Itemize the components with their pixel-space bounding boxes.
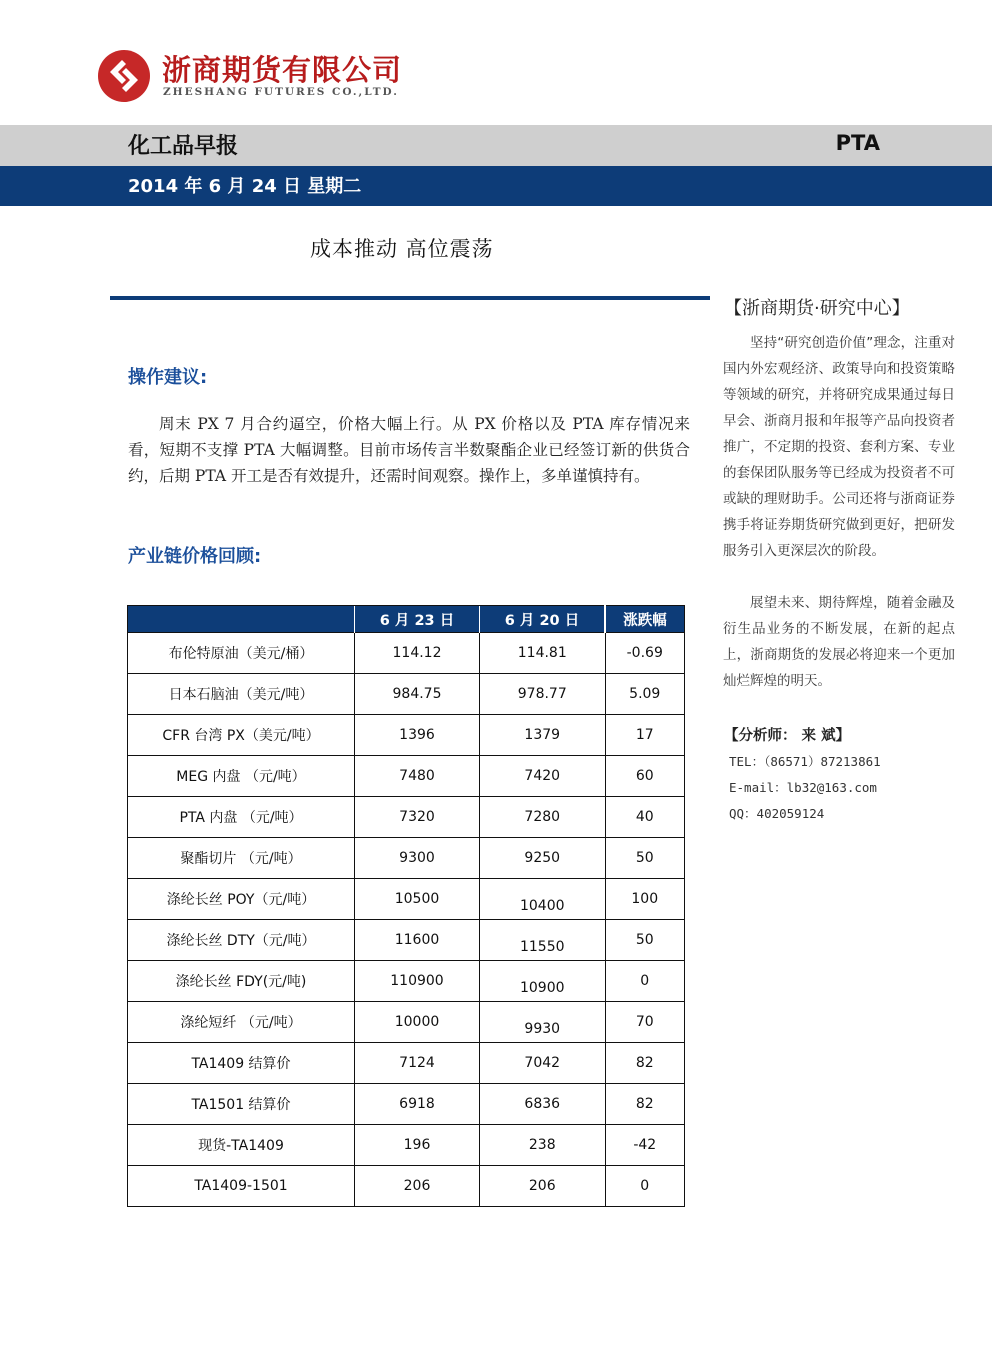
company-name-en: ZHESHANG FUTURES CO.,LTD. bbox=[163, 86, 399, 98]
table-row bbox=[128, 797, 685, 838]
analyst-tel: TEL：（86571）87213861 bbox=[729, 754, 881, 769]
value-cell: 7320 bbox=[355, 797, 480, 838]
advice-title: 操作建议: bbox=[128, 367, 208, 388]
company-name-cn: 浙商期货有限公司 bbox=[162, 53, 403, 87]
row-label-cell: TA1409-1501 bbox=[128, 1166, 355, 1207]
value-cell: 0 bbox=[605, 1166, 685, 1207]
analyst-qq: QQ：402059124 bbox=[729, 806, 825, 821]
review-title: 产业链价格回顾: bbox=[128, 546, 262, 567]
value-cell: 82 bbox=[605, 1084, 685, 1125]
row-label-cell: 现货-TA1409 bbox=[128, 1125, 355, 1166]
value-cell: 6918 bbox=[355, 1084, 480, 1125]
row-label-cell: PTA 内盘 （元/吨） bbox=[128, 797, 355, 838]
value-cell: 9930 bbox=[480, 1002, 606, 1043]
value-cell: 206 bbox=[480, 1166, 606, 1207]
row-label-cell: 布伦特原油（美元/桶） bbox=[128, 633, 355, 674]
product-tag: PTA bbox=[835, 131, 880, 155]
value-cell: 7420 bbox=[480, 756, 606, 797]
value-cell: 10500 bbox=[355, 879, 480, 920]
headline: 成本推动 高位震荡 bbox=[310, 237, 494, 261]
value-cell: 50 bbox=[605, 838, 685, 879]
table-header-cell bbox=[128, 606, 355, 633]
value-cell: 206 bbox=[355, 1166, 480, 1207]
report-date: 2014 年 6 月 24 日 星期二 bbox=[128, 176, 362, 197]
table-header-cell: 6 月 20 日 bbox=[480, 606, 606, 633]
row-label-cell: TA1409 结算价 bbox=[128, 1043, 355, 1084]
table-row bbox=[128, 961, 685, 1002]
value-cell: 6836 bbox=[480, 1084, 606, 1125]
table-row bbox=[128, 1166, 685, 1207]
row-label-cell: MEG 内盘 （元/吨） bbox=[128, 756, 355, 797]
value-cell: 238 bbox=[480, 1125, 606, 1166]
table-row bbox=[128, 1043, 685, 1084]
table-row bbox=[128, 879, 685, 920]
table-row bbox=[128, 674, 685, 715]
value-cell: 10900 bbox=[480, 961, 606, 1002]
table-row bbox=[128, 920, 685, 961]
value-cell: 978.77 bbox=[480, 674, 606, 715]
row-label-cell: 涤纶长丝 DTY（元/吨） bbox=[128, 920, 355, 961]
price-table bbox=[127, 605, 685, 1207]
table-row bbox=[128, 1084, 685, 1125]
value-cell: -0.69 bbox=[605, 633, 685, 674]
value-cell: 0 bbox=[605, 961, 685, 1002]
value-cell: 40 bbox=[605, 797, 685, 838]
value-cell: 60 bbox=[605, 756, 685, 797]
value-cell: 7124 bbox=[355, 1043, 480, 1084]
analyst-email: E-mail：lb32@163.com bbox=[729, 780, 877, 795]
value-cell: 50 bbox=[605, 920, 685, 961]
value-cell: 10400 bbox=[480, 879, 606, 920]
value-cell: 7280 bbox=[480, 797, 606, 838]
company-logo-icon bbox=[96, 48, 152, 104]
table-row bbox=[128, 756, 685, 797]
value-cell: 70 bbox=[605, 1002, 685, 1043]
value-cell: -42 bbox=[605, 1125, 685, 1166]
value-cell: 9300 bbox=[355, 838, 480, 879]
value-cell: 984.75 bbox=[355, 674, 480, 715]
value-cell: 82 bbox=[605, 1043, 685, 1084]
value-cell: 7480 bbox=[355, 756, 480, 797]
divider-rule bbox=[110, 296, 710, 300]
table-header-row bbox=[128, 606, 685, 633]
row-label-cell: CFR 台湾 PX（美元/吨） bbox=[128, 715, 355, 756]
row-label-cell: 涤纶短纤 （元/吨） bbox=[128, 1002, 355, 1043]
row-label-cell: 涤纶长丝 FDY(元/吨) bbox=[128, 961, 355, 1002]
table-row bbox=[128, 838, 685, 879]
value-cell: 11600 bbox=[355, 920, 480, 961]
value-cell: 11550 bbox=[480, 920, 606, 961]
sidebar-paragraph: 展望未来、期待辉煌，随着金融及衍生品业务的不断发展，在新的起点上，浙商期货的发展必将迎来一个更加灿烂辉煌的明天。 bbox=[723, 595, 955, 689]
value-cell: 1379 bbox=[480, 715, 606, 756]
analyst-title: 【分析师： 来 斌】 bbox=[724, 728, 851, 744]
value-cell: 1396 bbox=[355, 715, 480, 756]
sidebar-paragraph: 坚持“研究创造价值”理念，注重对国内外宏观经济、政策导向和投资策略等领域的研究，并将研究成果通过每日早会、浙商月报和年报等产品向投资者推广，不定期的投资、套利方案、专业的套保团队服务等已经成为投资者不可或缺的理财助手。公司还将与浙商证券携手将证券期货研究做到更好，把研发服务引入更深层次的阶段。 bbox=[723, 335, 955, 559]
table-header-cell: 6 月 23 日 bbox=[355, 606, 480, 633]
table-row bbox=[128, 1002, 685, 1043]
row-label-cell: 聚酯切片 （元/吨） bbox=[128, 838, 355, 879]
table-row bbox=[128, 715, 685, 756]
value-cell: 10000 bbox=[355, 1002, 480, 1043]
sidebar-title: 【浙商期货·研究中心】 bbox=[724, 298, 910, 319]
value-cell: 100 bbox=[605, 879, 685, 920]
advice-body: 周末 PX 7 月合约逼空，价格大幅上行。从 PX 价格以及 PTA 库存情况来看，短期不支撑 PTA 大幅调整。目前市场传言半数聚酯企业已经签订新的供货合约，后期 PTA 开工是否有效提升，还需时间观察。操作上，多单谨慎持有。 bbox=[128, 415, 690, 485]
value-cell: 114.12 bbox=[355, 633, 480, 674]
value-cell: 17 bbox=[605, 715, 685, 756]
row-label-cell: TA1501 结算价 bbox=[128, 1084, 355, 1125]
value-cell: 114.81 bbox=[480, 633, 606, 674]
value-cell: 9250 bbox=[480, 838, 606, 879]
value-cell: 7042 bbox=[480, 1043, 606, 1084]
value-cell: 110900 bbox=[355, 961, 480, 1002]
value-cell: 196 bbox=[355, 1125, 480, 1166]
table-row bbox=[128, 633, 685, 674]
row-label-cell: 涤纶长丝 POY（元/吨） bbox=[128, 879, 355, 920]
table-header-cell: 涨跌幅 bbox=[605, 606, 685, 633]
row-label-cell: 日本石脑油（美元/吨） bbox=[128, 674, 355, 715]
table-row bbox=[128, 1125, 685, 1166]
value-cell: 5.09 bbox=[605, 674, 685, 715]
report-type: 化工品早报 bbox=[128, 134, 239, 159]
